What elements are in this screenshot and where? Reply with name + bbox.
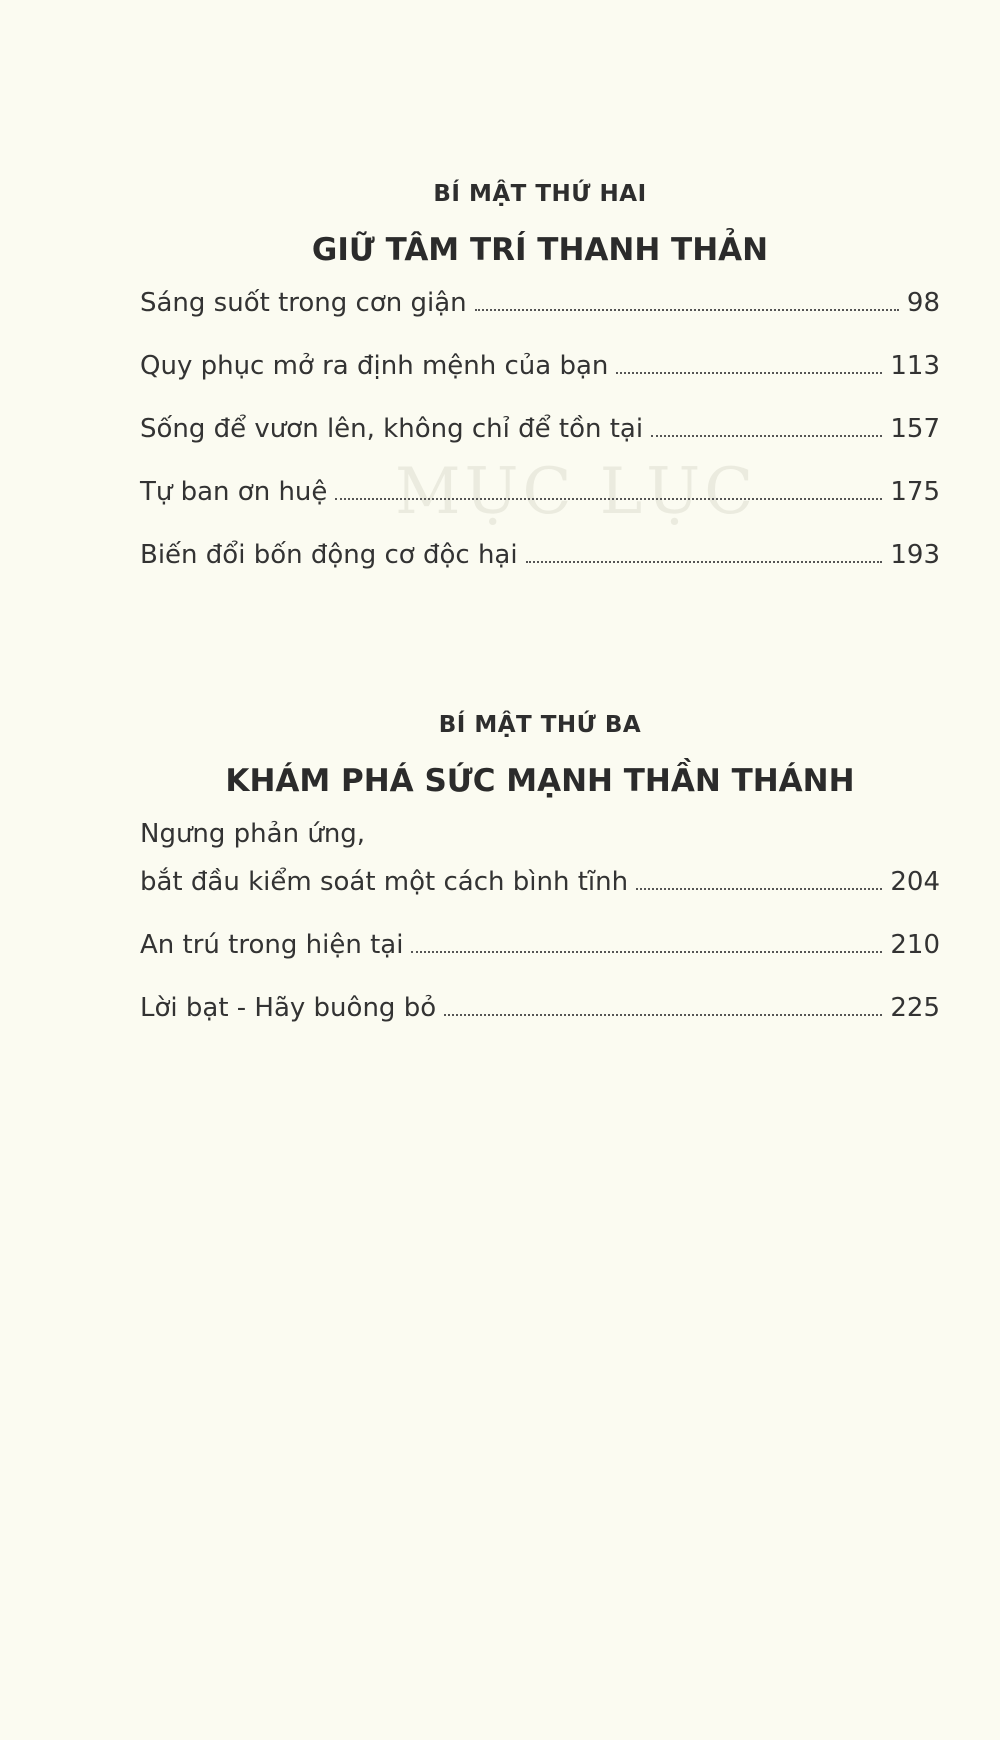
toc-entry[interactable] — [140, 928, 940, 962]
toc-entry-title-line1: Ngưng phản ứng, — [140, 819, 366, 849]
dot-leader — [616, 372, 882, 374]
section-secret-three — [140, 705, 940, 1054]
dot-leader — [651, 435, 882, 437]
toc-entry-title: Tự ban ơn huệ — [140, 477, 328, 507]
toc-entry-page: 193 — [890, 540, 940, 570]
section-title: GIỮ TÂM TRÍ THANH THẢN — [311, 232, 769, 268]
toc-entry[interactable] — [140, 538, 940, 572]
toc-entry-page: 175 — [890, 477, 940, 507]
dot-leader — [411, 951, 882, 953]
toc-entry-page: 204 — [890, 867, 940, 897]
toc-entry[interactable] — [140, 991, 940, 1025]
toc-entry[interactable] — [140, 349, 940, 383]
section-label: BÍ MẬT THỨ HAI — [433, 181, 647, 207]
toc-entry-title: bắt đầu kiểm soát một cách bình tĩnh — [140, 867, 629, 897]
toc-entry[interactable] — [140, 817, 940, 899]
show-through-heading: MỤC LỤC — [395, 455, 758, 529]
section-secret-two — [140, 174, 940, 601]
toc-entry[interactable] — [140, 475, 940, 509]
toc-entry-title: Quy phục mở ra định mệnh của bạn — [140, 351, 609, 381]
toc-entry-page: 225 — [890, 993, 940, 1023]
toc-entry[interactable] — [140, 286, 940, 320]
toc-entry-page: 157 — [890, 414, 940, 444]
section-label: BÍ MẬT THỨ BA — [438, 712, 642, 738]
toc-entry-title: Lời bạt - Hãy buông bỏ — [140, 993, 437, 1023]
dot-leader — [526, 561, 883, 563]
dot-leader — [335, 498, 882, 500]
toc-entry[interactable] — [140, 412, 940, 446]
toc-entry-page: 98 — [906, 288, 940, 318]
dot-leader — [636, 888, 882, 890]
dot-leader — [475, 309, 899, 311]
section-title: KHÁM PHÁ SỨC MẠNH THẦN THÁNH — [225, 763, 855, 799]
toc-entry-title: Sống để vươn lên, không chỉ để tồn tại — [140, 414, 644, 444]
toc-entry-page: 113 — [890, 351, 940, 381]
toc-entry-title: An trú trong hiện tại — [140, 930, 404, 960]
dot-leader — [444, 1014, 882, 1016]
toc-entry-page: 210 — [890, 930, 940, 960]
toc-entry-title: Sáng suốt trong cơn giận — [140, 288, 467, 318]
toc-entry-title: Biến đổi bốn động cơ độc hại — [140, 540, 518, 570]
